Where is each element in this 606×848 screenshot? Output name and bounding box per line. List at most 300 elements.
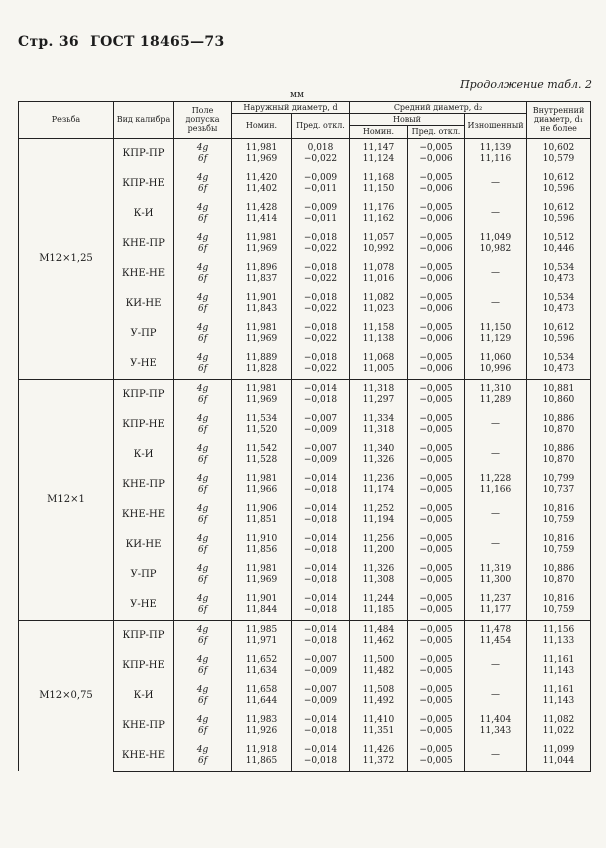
- gauge-type-cell: К-И: [114, 440, 174, 470]
- outer-nominal-cell-line: 11,981: [245, 563, 278, 574]
- pitch-nominal-cell-line: 11,508: [362, 684, 395, 695]
- inner-diameter-cell: [527, 349, 591, 380]
- pitch-worn-cell-line: —: [491, 750, 501, 761]
- pitch-deviation-cell-line: −0,005: [419, 413, 453, 424]
- outer-deviation-cell: [292, 138, 350, 169]
- gauge-type-cell: КНЕ-НЕ: [114, 259, 174, 289]
- tolerance-cell: [174, 620, 232, 651]
- inner-diameter-cell-line: 10,816: [542, 503, 575, 514]
- outer-nominal-cell-line: 11,534: [245, 413, 278, 424]
- table-row: [19, 379, 591, 410]
- outer-nominal-cell-line: 11,969: [245, 153, 278, 164]
- outer-deviation-cell-line: −0,022: [303, 333, 338, 344]
- outer-nominal-cell: [232, 470, 292, 500]
- pitch-deviation-cell-line: −0,005: [419, 292, 453, 303]
- tolerance-cell-line: 4g: [196, 232, 209, 243]
- inner-diameter-cell-line: 10,886: [542, 413, 575, 424]
- pitch-deviation-cell: [408, 379, 465, 410]
- outer-nominal-cell: [232, 259, 292, 289]
- outer-deviation-cell-line: −0,014: [303, 503, 338, 514]
- outer-deviation-cell-line: −0,018: [303, 725, 338, 736]
- pitch-worn-cell-line: —: [491, 419, 501, 430]
- outer-nominal-cell-line: 11,420: [245, 172, 278, 183]
- inner-diameter-cell: [527, 470, 591, 500]
- tolerance-cell-line: 6f: [197, 183, 208, 194]
- pitch-worn-cell-line: —: [491, 208, 501, 219]
- pitch-nominal-cell-line: 11,426: [362, 744, 395, 755]
- tolerance-cell-line: 6f: [197, 424, 208, 435]
- gauge-dimensions-table: [18, 101, 591, 772]
- gauge-type-cell: К-И: [114, 681, 174, 711]
- outer-nominal-cell-line: 11,966: [245, 484, 278, 495]
- pitch-deviation-cell-line: −0,005: [419, 473, 453, 484]
- inner-diameter-cell: [527, 199, 591, 229]
- pitch-nominal-cell-line: 11,057: [362, 232, 395, 243]
- tolerance-cell-line: 6f: [197, 514, 208, 525]
- pitch-worn-cell-line: 11,300: [479, 574, 512, 585]
- pitch-nominal-cell-line: 11,462: [362, 635, 395, 646]
- tolerance-cell-line: 6f: [197, 454, 208, 465]
- outer-nominal-cell: [232, 500, 292, 530]
- pitch-worn-cell-line: 11,166: [479, 484, 512, 495]
- outer-nominal-cell-line: 11,969: [245, 243, 278, 254]
- inner-diameter-cell: [527, 500, 591, 530]
- tolerance-cell-line: 4g: [196, 352, 209, 363]
- thread-designation: М12×1: [19, 379, 114, 620]
- col-pitch-nominal: Номин.: [350, 126, 408, 138]
- inner-diameter-cell-line: 11,143: [542, 665, 575, 676]
- outer-nominal-cell-line: 11,528: [245, 454, 278, 465]
- pitch-deviation-cell: [408, 620, 465, 651]
- tolerance-cell-line: 4g: [196, 292, 209, 303]
- pitch-worn-cell: [465, 379, 527, 410]
- inner-diameter-cell: [527, 741, 591, 772]
- outer-deviation-cell-line: −0,014: [303, 383, 338, 394]
- outer-nominal-cell-line: 11,851: [245, 514, 278, 525]
- pitch-worn-cell-line: 11,060: [479, 352, 512, 363]
- outer-nominal-cell-line: 11,856: [245, 544, 278, 555]
- pitch-nominal-cell-line: 11,500: [362, 654, 395, 665]
- pitch-deviation-cell: [408, 289, 465, 319]
- pitch-worn-cell-line: 11,310: [479, 383, 512, 394]
- outer-nominal-cell: [232, 681, 292, 711]
- col-outer-nominal: Номин.: [232, 114, 292, 138]
- outer-nominal-cell: [232, 379, 292, 410]
- table-continuation-label: Продолжение табл. 2: [460, 78, 592, 91]
- pitch-deviation-cell-line: −0,005: [419, 172, 453, 183]
- pitch-nominal-cell-line: 11,147: [362, 142, 395, 153]
- outer-deviation-cell-line: −0,018: [303, 292, 338, 303]
- pitch-deviation-cell-line: −0,006: [419, 153, 453, 164]
- tolerance-cell-line: 4g: [196, 413, 209, 424]
- pitch-nominal-cell-line: 11,200: [362, 544, 395, 555]
- pitch-deviation-cell-line: −0,005: [419, 262, 453, 273]
- pitch-worn-cell-line: 11,116: [479, 153, 512, 164]
- col-tolerance-field: Поле допуска резьбы: [174, 102, 232, 139]
- outer-nominal-cell-line: 11,983: [245, 714, 278, 725]
- outer-deviation-cell-line: −0,018: [303, 574, 338, 585]
- pitch-deviation-cell-line: −0,005: [419, 714, 453, 725]
- pitch-deviation-cell-line: −0,005: [419, 695, 453, 706]
- gauge-type-cell: У-ПР: [114, 319, 174, 349]
- outer-nominal-cell-line: 11,828: [245, 363, 278, 374]
- pitch-nominal-cell-line: 11,372: [362, 755, 395, 766]
- pitch-deviation-cell: [408, 138, 465, 169]
- pitch-deviation-cell-line: −0,005: [419, 563, 453, 574]
- tolerance-cell: [174, 470, 232, 500]
- inner-diameter-cell-line: 10,473: [542, 273, 575, 284]
- tolerance-cell-line: 6f: [197, 665, 208, 676]
- pitch-worn-cell: [465, 530, 527, 560]
- tolerance-cell: [174, 289, 232, 319]
- tolerance-cell-line: 6f: [197, 635, 208, 646]
- pitch-worn-cell: [465, 681, 527, 711]
- col-thread: Резьба: [19, 102, 114, 139]
- inner-diameter-cell-line: 10,596: [542, 183, 575, 194]
- pitch-worn-cell-line: 11,228: [479, 473, 512, 484]
- inner-diameter-cell-line: 10,534: [542, 292, 575, 303]
- outer-deviation-cell-line: −0,022: [303, 363, 338, 374]
- pitch-nominal-cell-line: 11,162: [362, 213, 395, 224]
- pitch-nominal-cell-line: 11,410: [362, 714, 395, 725]
- inner-diameter-cell: [527, 530, 591, 560]
- pitch-worn-cell: [465, 711, 527, 741]
- gauge-type-cell: КНЕ-ПР: [114, 229, 174, 259]
- pitch-worn-cell-line: 10,982: [479, 243, 512, 254]
- pitch-deviation-cell: [408, 470, 465, 500]
- outer-deviation-cell-line: −0,009: [303, 172, 338, 183]
- outer-nominal-cell-line: 11,981: [245, 473, 278, 484]
- inner-diameter-cell-line: 11,161: [542, 654, 575, 665]
- inner-diameter-cell: [527, 711, 591, 741]
- pitch-worn-cell: [465, 741, 527, 772]
- outer-deviation-cell: [292, 229, 350, 259]
- tolerance-cell-line: 4g: [196, 172, 209, 183]
- gauge-type-cell: КНЕ-НЕ: [114, 741, 174, 772]
- outer-nominal-cell-line: 11,910: [245, 533, 278, 544]
- outer-nominal-cell-line: 11,843: [245, 303, 278, 314]
- pitch-worn-cell-line: 11,150: [479, 322, 512, 333]
- pitch-nominal-cell-line: 11,351: [362, 725, 395, 736]
- inner-diameter-cell-line: 10,596: [542, 333, 575, 344]
- pitch-deviation-cell-line: −0,006: [419, 333, 453, 344]
- gauge-type-cell: У-НЕ: [114, 349, 174, 380]
- tolerance-cell-line: 6f: [197, 755, 208, 766]
- inner-diameter-cell: [527, 410, 591, 440]
- tolerance-cell: [174, 199, 232, 229]
- gauge-type-cell: У-ПР: [114, 560, 174, 590]
- outer-deviation-cell-line: −0,022: [303, 153, 338, 164]
- outer-nominal-cell: [232, 620, 292, 651]
- pitch-nominal-cell: [350, 741, 408, 772]
- outer-nominal-cell: [232, 530, 292, 560]
- outer-deviation-cell-line: −0,022: [303, 303, 338, 314]
- pitch-worn-cell: [465, 410, 527, 440]
- outer-nominal-cell-line: 11,901: [245, 292, 278, 303]
- outer-nominal-cell-line: 11,906: [245, 503, 278, 514]
- gauge-type-cell: КНЕ-ПР: [114, 711, 174, 741]
- pitch-worn-cell: [465, 470, 527, 500]
- table-body: [19, 138, 591, 771]
- outer-deviation-cell-line: −0,014: [303, 744, 338, 755]
- outer-deviation-cell: [292, 711, 350, 741]
- pitch-nominal-cell-line: 11,138: [362, 333, 395, 344]
- gauge-type-cell: К-И: [114, 199, 174, 229]
- pitch-nominal-cell: [350, 229, 408, 259]
- pitch-deviation-cell-line: −0,005: [419, 383, 453, 394]
- tolerance-cell: [174, 711, 232, 741]
- outer-nominal-cell-line: 11,981: [245, 232, 278, 243]
- inner-diameter-cell-line: 10,612: [542, 322, 575, 333]
- pitch-deviation-cell: [408, 681, 465, 711]
- col-pitch-diameter: Средний диаметр, d₂: [350, 102, 527, 114]
- pitch-deviation-cell-line: −0,005: [419, 725, 453, 736]
- pitch-nominal-cell: [350, 681, 408, 711]
- pitch-worn-cell: [465, 259, 527, 289]
- document-code: ГОСТ 18465—73: [90, 34, 225, 50]
- pitch-worn-cell: [465, 199, 527, 229]
- col-outer-diameter: Наружный диаметр, d: [232, 102, 350, 114]
- outer-nominal-cell-line: 11,652: [245, 654, 278, 665]
- inner-diameter-cell-line: 10,596: [542, 213, 575, 224]
- pitch-deviation-cell: [408, 319, 465, 349]
- pitch-nominal-cell-line: 11,482: [362, 665, 395, 676]
- inner-diameter-cell-line: 10,512: [542, 232, 575, 243]
- tolerance-cell: [174, 651, 232, 681]
- pitch-nominal-cell: [350, 199, 408, 229]
- outer-deviation-cell-line: −0,018: [303, 755, 338, 766]
- outer-nominal-cell: [232, 410, 292, 440]
- pitch-deviation-cell-line: −0,006: [419, 243, 453, 254]
- outer-nominal-cell: [232, 199, 292, 229]
- pitch-nominal-cell-line: 11,318: [362, 383, 395, 394]
- pitch-deviation-cell: [408, 410, 465, 440]
- outer-nominal-cell-line: 11,926: [245, 725, 278, 736]
- pitch-nominal-cell-line: 11,158: [362, 322, 395, 333]
- tolerance-cell: [174, 410, 232, 440]
- outer-nominal-cell: [232, 741, 292, 772]
- pitch-nominal-cell-line: 11,124: [362, 153, 395, 164]
- pitch-worn-cell: [465, 590, 527, 621]
- outer-nominal-cell-line: 11,889: [245, 352, 278, 363]
- outer-nominal-cell-line: 11,865: [245, 755, 278, 766]
- tolerance-cell: [174, 319, 232, 349]
- pitch-nominal-cell-line: 11,082: [362, 292, 395, 303]
- pitch-nominal-cell-line: 11,484: [362, 624, 395, 635]
- pitch-deviation-cell-line: −0,006: [419, 363, 453, 374]
- outer-nominal-cell: [232, 138, 292, 169]
- pitch-nominal-cell-line: 11,023: [362, 303, 395, 314]
- pitch-deviation-cell: [408, 741, 465, 772]
- outer-deviation-cell-line: −0,018: [303, 262, 338, 273]
- tolerance-cell-line: 4g: [196, 262, 209, 273]
- pitch-nominal-cell: [350, 620, 408, 651]
- table-row: [19, 138, 591, 169]
- outer-deviation-cell-line: −0,018: [303, 484, 338, 495]
- tolerance-cell-line: 4g: [196, 473, 209, 484]
- tolerance-cell: [174, 138, 232, 169]
- tolerance-cell-line: 6f: [197, 484, 208, 495]
- pitch-deviation-cell-line: −0,006: [419, 213, 453, 224]
- page-header: [18, 34, 225, 50]
- pitch-nominal-cell-line: 11,176: [362, 202, 395, 213]
- pitch-nominal-cell-line: 11,174: [362, 484, 395, 495]
- outer-deviation-cell: [292, 169, 350, 199]
- inner-diameter-cell-line: 10,816: [542, 593, 575, 604]
- outer-deviation-cell-line: −0,009: [303, 454, 338, 465]
- pitch-deviation-cell-line: −0,005: [419, 544, 453, 555]
- inner-diameter-cell-line: 10,534: [542, 352, 575, 363]
- pitch-worn-cell-line: 11,177: [479, 604, 512, 615]
- outer-nominal-cell-line: 11,981: [245, 142, 278, 153]
- gauge-type-cell: КПР-ПР: [114, 138, 174, 169]
- tolerance-cell-line: 6f: [197, 243, 208, 254]
- outer-nominal-cell: [232, 349, 292, 380]
- pitch-nominal-cell-line: 11,334: [362, 413, 395, 424]
- pitch-worn-cell: [465, 229, 527, 259]
- col-pitch-deviation: Пред. откл.: [408, 126, 465, 138]
- pitch-nominal-cell: [350, 440, 408, 470]
- pitch-worn-cell-line: —: [491, 660, 501, 671]
- pitch-deviation-cell-line: −0,005: [419, 665, 453, 676]
- inner-diameter-cell: [527, 560, 591, 590]
- inner-diameter-cell: [527, 590, 591, 621]
- pitch-nominal-cell-line: 11,308: [362, 574, 395, 585]
- outer-deviation-cell-line: −0,014: [303, 714, 338, 725]
- inner-diameter-cell-line: 10,886: [542, 563, 575, 574]
- outer-nominal-cell-line: 11,981: [245, 322, 278, 333]
- col-gauge-type: Вид калибра: [114, 102, 174, 139]
- inner-diameter-cell-line: 10,759: [542, 544, 575, 555]
- inner-diameter-cell-line: 10,870: [542, 454, 575, 465]
- outer-deviation-cell: [292, 620, 350, 651]
- tolerance-cell-line: 4g: [196, 383, 209, 394]
- pitch-worn-cell: [465, 349, 527, 380]
- outer-nominal-cell-line: 11,428: [245, 202, 278, 213]
- pitch-deviation-cell: [408, 440, 465, 470]
- pitch-nominal-cell-line: 11,297: [362, 394, 395, 405]
- pitch-worn-cell: [465, 500, 527, 530]
- pitch-nominal-cell-line: 10,992: [362, 243, 395, 254]
- pitch-worn-cell-line: 11,129: [479, 333, 512, 344]
- gauge-type-cell: КПР-ПР: [114, 620, 174, 651]
- outer-deviation-cell-line: −0,009: [303, 665, 338, 676]
- inner-diameter-cell-line: 11,082: [542, 714, 575, 725]
- tolerance-cell: [174, 169, 232, 199]
- pitch-deviation-cell-line: −0,005: [419, 635, 453, 646]
- outer-deviation-cell: [292, 741, 350, 772]
- pitch-deviation-cell-line: −0,005: [419, 202, 453, 213]
- outer-nominal-cell-line: 11,969: [245, 574, 278, 585]
- outer-deviation-cell-line: −0,014: [303, 473, 338, 484]
- pitch-nominal-cell: [350, 169, 408, 199]
- outer-nominal-cell: [232, 560, 292, 590]
- pitch-worn-cell: [465, 440, 527, 470]
- tolerance-cell-line: 6f: [197, 303, 208, 314]
- outer-nominal-cell: [232, 289, 292, 319]
- outer-deviation-cell-line: 0,018: [307, 142, 334, 153]
- outer-nominal-cell-line: 11,658: [245, 684, 278, 695]
- outer-nominal-cell: [232, 169, 292, 199]
- pitch-nominal-cell: [350, 259, 408, 289]
- pitch-deviation-cell-line: −0,005: [419, 232, 453, 243]
- pitch-worn-cell-line: 11,319: [479, 563, 512, 574]
- pitch-worn-cell: [465, 138, 527, 169]
- pitch-deviation-cell: [408, 199, 465, 229]
- inner-diameter-cell-line: 10,612: [542, 202, 575, 213]
- tolerance-cell-line: 4g: [196, 563, 209, 574]
- pitch-nominal-cell-line: 11,194: [362, 514, 395, 525]
- tolerance-cell: [174, 530, 232, 560]
- outer-deviation-cell-line: −0,018: [303, 604, 338, 615]
- col-inner-diameter: Внутренний диаметр, d₁ не более: [527, 102, 591, 139]
- pitch-deviation-cell: [408, 169, 465, 199]
- gauge-type-cell: КПР-НЕ: [114, 169, 174, 199]
- pitch-deviation-cell-line: −0,005: [419, 684, 453, 695]
- tolerance-cell-line: 6f: [197, 333, 208, 344]
- tolerance-cell-line: 4g: [196, 503, 209, 514]
- pitch-deviation-cell-line: −0,005: [419, 484, 453, 495]
- outer-deviation-cell: [292, 289, 350, 319]
- inner-diameter-cell-line: 10,473: [542, 303, 575, 314]
- outer-deviation-cell: [292, 530, 350, 560]
- tolerance-cell-line: 4g: [196, 202, 209, 213]
- pitch-worn-cell: [465, 319, 527, 349]
- gauge-type-cell: У-НЕ: [114, 590, 174, 621]
- pitch-nominal-cell-line: 11,340: [362, 443, 395, 454]
- pitch-deviation-cell-line: −0,005: [419, 454, 453, 465]
- inner-diameter-cell: [527, 651, 591, 681]
- pitch-deviation-cell-line: −0,005: [419, 604, 453, 615]
- outer-deviation-cell-line: −0,018: [303, 232, 338, 243]
- outer-deviation-cell-line: −0,011: [303, 183, 338, 194]
- thread-designation: М12×1,25: [19, 138, 114, 379]
- outer-deviation-cell-line: −0,007: [303, 443, 338, 454]
- table-header: [19, 102, 591, 139]
- inner-diameter-cell-line: 11,099: [542, 744, 575, 755]
- outer-deviation-cell-line: −0,007: [303, 413, 338, 424]
- pitch-worn-cell-line: —: [491, 690, 501, 701]
- tolerance-cell-line: 6f: [197, 695, 208, 706]
- table-row: [19, 620, 591, 651]
- gauge-type-cell: КИ-НЕ: [114, 289, 174, 319]
- pitch-nominal-cell-line: 11,236: [362, 473, 395, 484]
- pitch-nominal-cell-line: 11,150: [362, 183, 395, 194]
- pitch-nominal-cell-line: 11,326: [362, 454, 395, 465]
- outer-nominal-cell: [232, 711, 292, 741]
- gauge-type-cell: КНЕ-ПР: [114, 470, 174, 500]
- pitch-deviation-cell: [408, 229, 465, 259]
- outer-deviation-cell: [292, 560, 350, 590]
- inner-diameter-cell-line: 10,759: [542, 514, 575, 525]
- outer-nominal-cell-line: 11,414: [245, 213, 278, 224]
- pitch-nominal-cell: [350, 500, 408, 530]
- pitch-deviation-cell-line: −0,005: [419, 394, 453, 405]
- tolerance-cell-line: 4g: [196, 322, 209, 333]
- tolerance-cell-line: 4g: [196, 533, 209, 544]
- pitch-deviation-cell-line: −0,005: [419, 744, 453, 755]
- tolerance-cell-line: 6f: [197, 574, 208, 585]
- pitch-worn-cell-line: 11,343: [479, 725, 512, 736]
- inner-diameter-cell-line: 10,860: [542, 394, 575, 405]
- pitch-worn-cell-line: 11,454: [479, 635, 512, 646]
- outer-nominal-cell: [232, 651, 292, 681]
- tolerance-cell-line: 6f: [197, 273, 208, 284]
- inner-diameter-cell-line: 10,870: [542, 574, 575, 585]
- inner-diameter-cell-line: 11,133: [542, 635, 575, 646]
- outer-deviation-cell-line: −0,018: [303, 352, 338, 363]
- pitch-worn-cell: [465, 651, 527, 681]
